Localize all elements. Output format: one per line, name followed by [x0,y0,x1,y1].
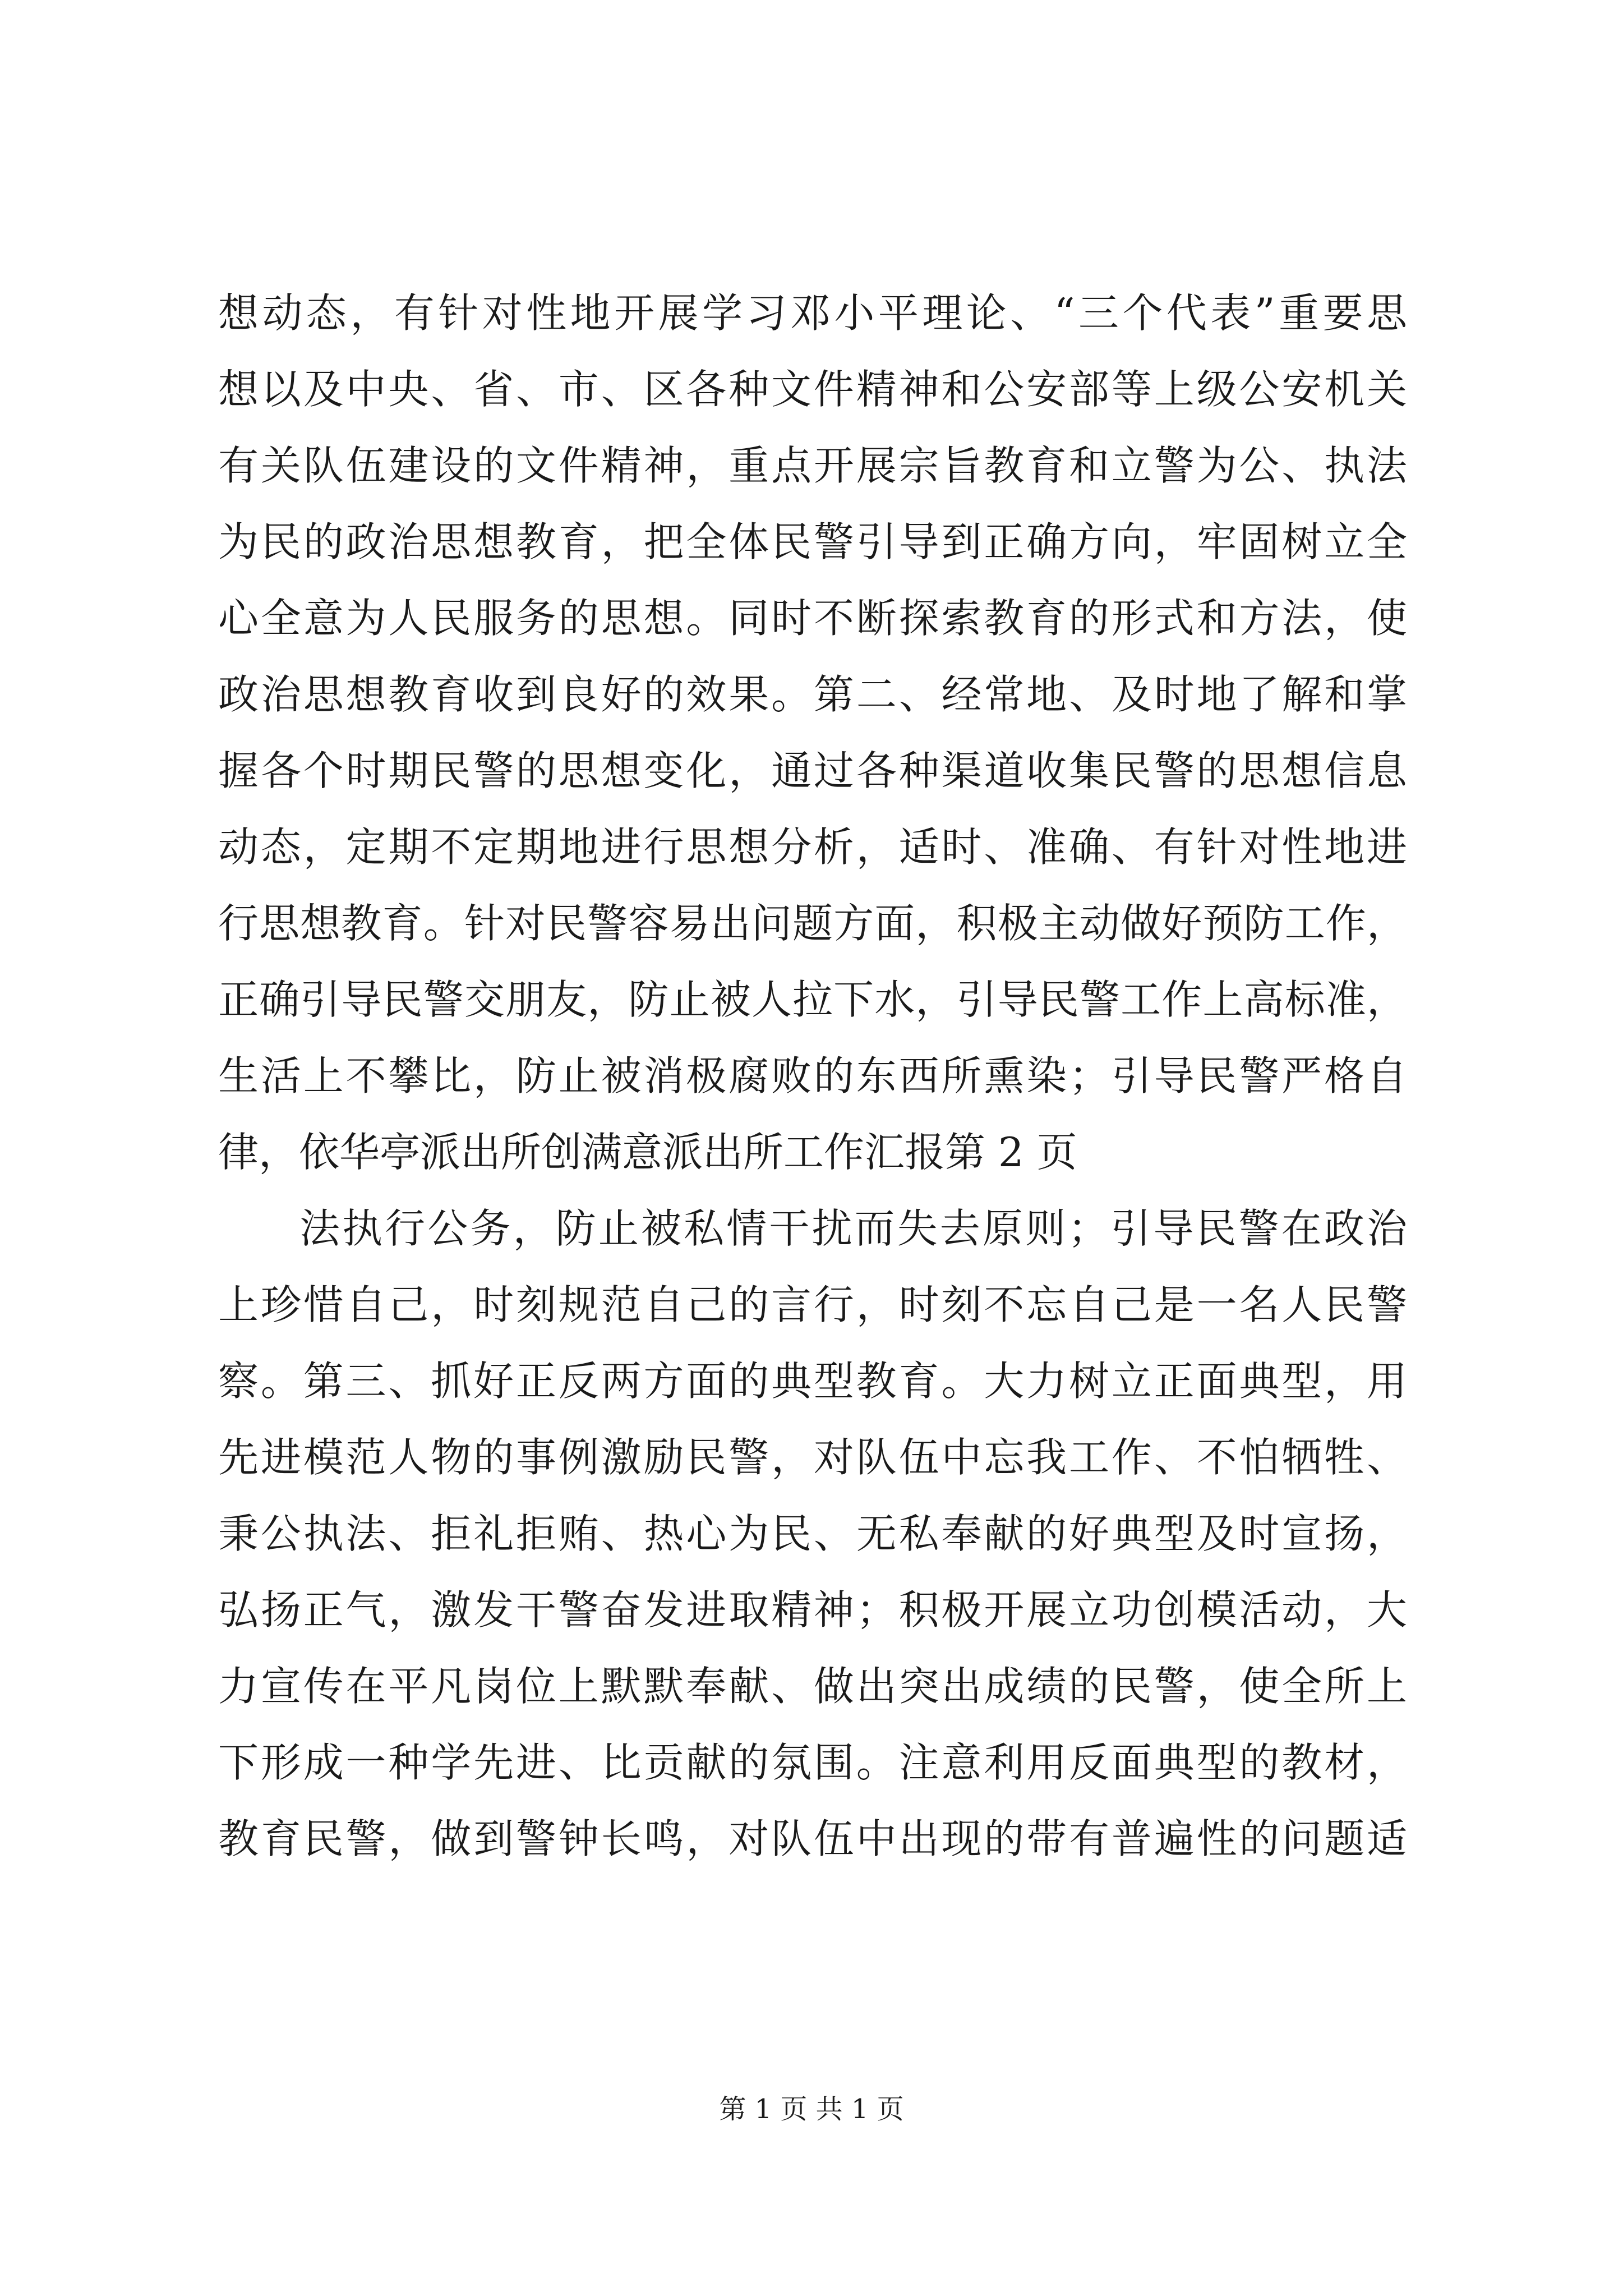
page-number-footer: 第 1 页 共 1 页 [719,2093,904,2125]
text-line: 弘扬正气，激发干警奋发进取精神；积极开展立功创模活动，大 [218,1586,1407,1634]
text-line: 法执行公务，防止被私情干扰而失去原则；引导民警在政治 [299,1205,1407,1252]
text-line: 下形成一种学先进、比贡献的氛围。注意利用反面典型的教材， [218,1739,1407,1786]
text-line: 想动态，有针对性地开展学习邓小平理论、“三个代表”重要思 [218,289,1407,337]
text-line: 生活上不攀比，防止被消极腐败的东西所熏染；引导民警严格自 [218,1052,1407,1099]
text-line: 动态，定期不定期地进行思想分析，适时、准确、有针对性地进 [218,823,1407,871]
text-line: 为民的政治思想教育，把全体民警引导到正确方向，牢固树立全 [218,518,1407,565]
text-line: 想以及中央、省、市、区各种文件精神和公安部等上级公安机关 [218,366,1407,413]
text-line: 秉公执法、拒礼拒贿、热心为民、无私奉献的好典型及时宣扬， [218,1510,1407,1557]
text-line: 教育民警，做到警钟长鸣，对队伍中出现的带有普遍性的问题适 [218,1815,1407,1862]
text-line: 有关队伍建设的文件精神，重点开展宗旨教育和立警为公、执法 [218,442,1407,489]
document-body [218,275,1407,1877]
text-line: 行思想教育。针对民警容易出问题方面，积极主动做好预防工作， [218,900,1407,947]
text-line: 握各个时期民警的思想变化，通过各种渠道收集民警的思想信息 [218,747,1407,794]
text-line: 政治思想教育收到良好的效果。第二、经常地、及时地了解和掌 [218,671,1407,718]
text-line: 上珍惜自己，时刻规范自己的言行，时刻不忘自己是一名人民警 [218,1281,1407,1328]
text-line: 先进模范人物的事例激励民警，对队伍中忘我工作、不怕牺牲、 [218,1434,1407,1481]
text-line: 力宣传在平凡岗位上默默奉献、做出突出成绩的民警，使全所上 [218,1663,1407,1710]
text-line: 察。第三、抓好正反两方面的典型教育。大力树立正面典型，用 [218,1358,1407,1405]
text-line: 正确引导民警交朋友，防止被人拉下水，引导民警工作上高标准， [218,976,1407,1023]
text-line: 律，依华亭派出所创满意派出所工作汇报第 2 页 [218,1129,1077,1176]
text-line: 心全意为人民服务的思想。同时不断探索教育的形式和方法，使 [218,595,1407,642]
